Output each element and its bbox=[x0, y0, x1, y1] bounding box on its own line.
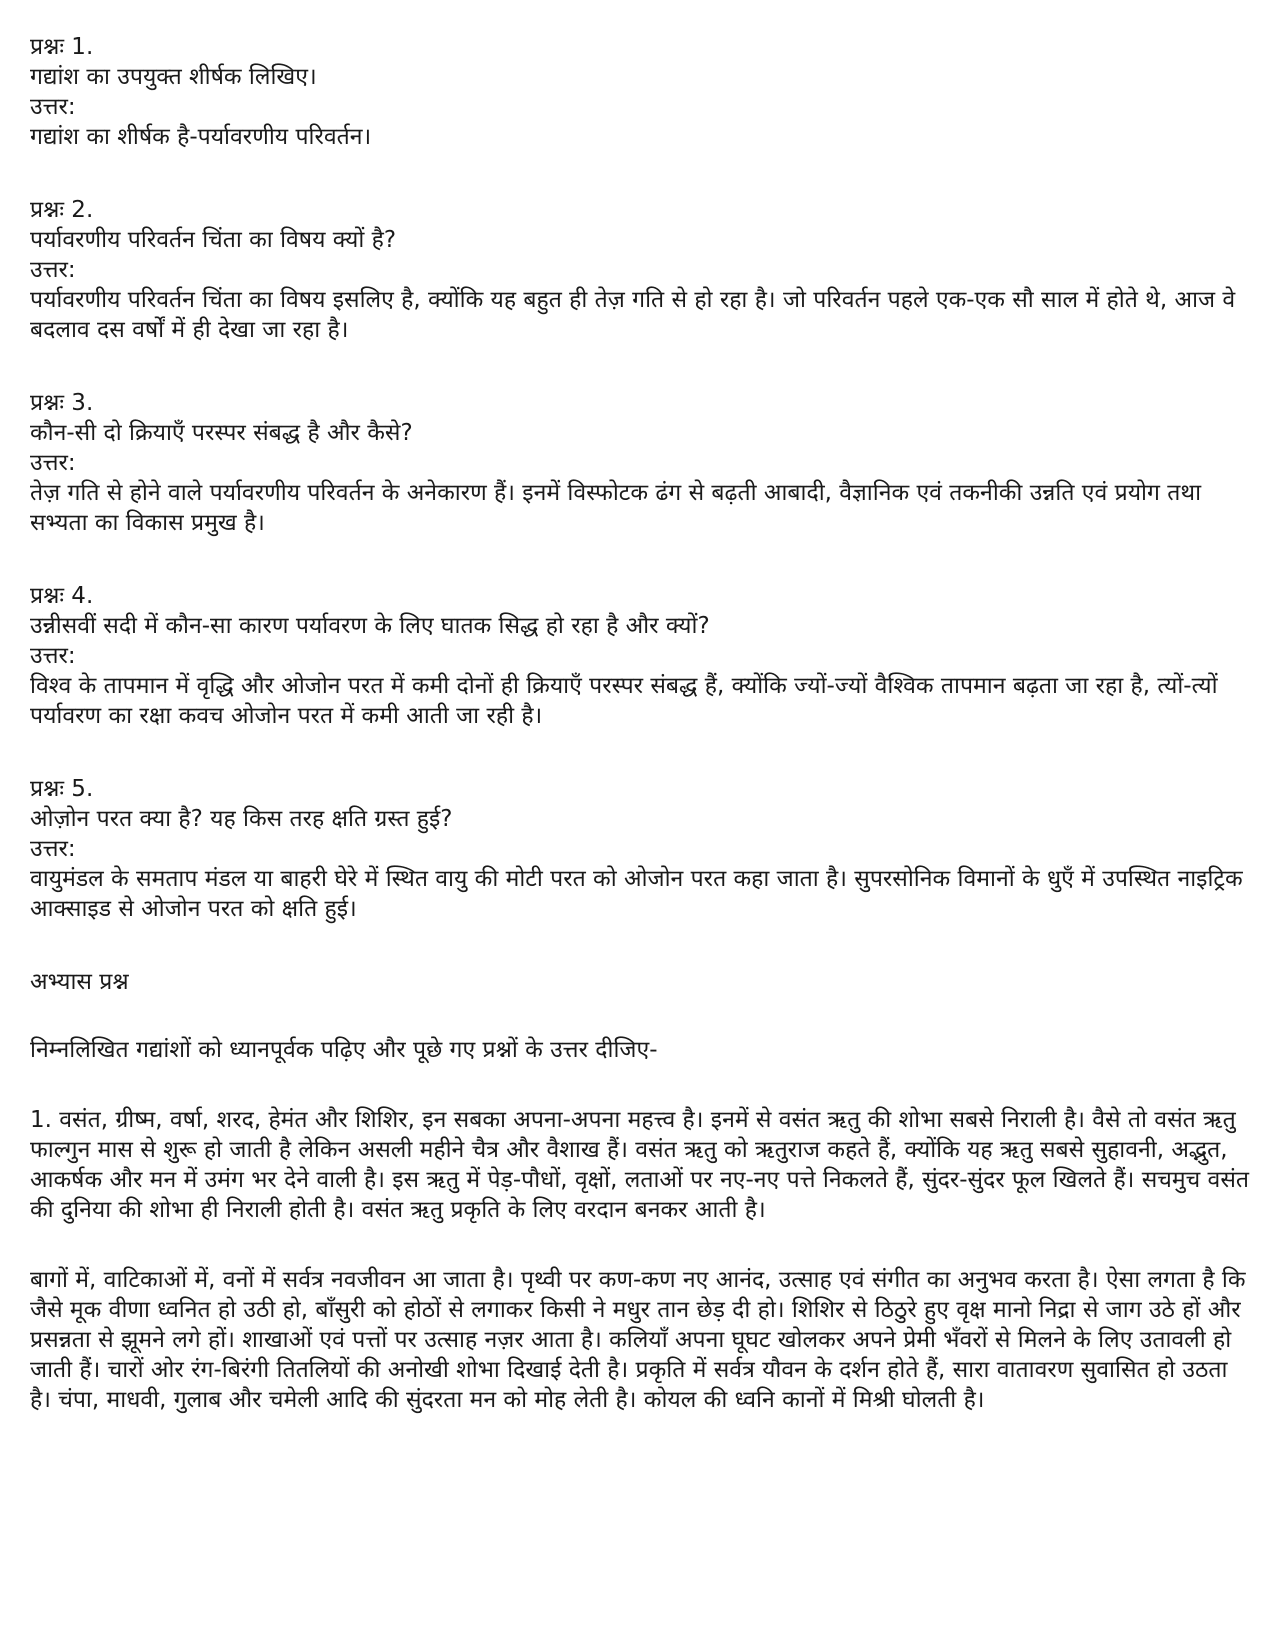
question-block-1 bbox=[30, 32, 1252, 152]
document-page bbox=[30, 32, 1252, 1455]
question-block-3 bbox=[30, 388, 1252, 538]
answer-text: गद्यांश का शीर्षक है-पर्यावरणीय परिवर्तन। bbox=[30, 124, 372, 150]
answer-label: उत्तर: bbox=[30, 643, 76, 669]
question-number: प्रश्नः 1. bbox=[30, 34, 94, 60]
answer-text: विश्व के तापमान में वृद्धि और ओजोन परत में कमी दोनों ही क्रियाएँ परस्पर संबद्ध हैं, क्योंकि ज्यों-ज्यों वैश्विक तापमान बढ़ता जा रहा है, त्यों-त्यों पर्यावरण का रक्षा कवच ओजोन परत में कमी आती जा रही है। bbox=[30, 673, 1218, 729]
question-block-2 bbox=[30, 195, 1252, 345]
answer-label: उत्तर: bbox=[30, 836, 76, 862]
question-text: पर्यावरणीय परिवर्तन चिंता का विषय क्यों है? bbox=[30, 227, 397, 253]
question-number: प्रश्नः 4. bbox=[30, 583, 94, 609]
answer-label: उत्तर: bbox=[30, 257, 76, 283]
instruction-text: निम्नलिखित गद्यांशों को ध्यानपूर्वक पढ़िए और पूछे गए प्रश्नों के उत्तर दीजिए- bbox=[30, 1037, 658, 1063]
question-text: उन्नीसवीं सदी में कौन-सा कारण पर्यावरण के लिए घातक सिद्ध हो रहा है और क्यों? bbox=[30, 613, 710, 639]
passage-1: 1. वसंत, ग्रीष्म, वर्षा, शरद, हेमंत और शिशिर, इन सबका अपना-अपना महत्त्व है। इनमें से वसंत ऋतु की शोभा सबसे निराली है। वैसे तो वसंत ऋतु फाल्गुन मास से शुरू हो जाती है लेकिन असली महीने चैत्र और वैशाख हैं। वसंत ऋतु को ऋतुराज कहते हैं, क्योंकि यह ऋतु सबसे सुहावनी, अद्भुत, आकर्षक और मन में उमंग भर देने वाली है। इस ऋतु में पेड़-पौधों, वृक्षों, लताओं पर नए-नए पत्ते निकलते हैं, सुंदर-सुंदर फूल खिलते हैं। सचमुच वसंत की दुनिया की शोभा ही निराली होती है। वसंत ऋतु प्रकृति के लिए वरदान बनकर आती है। bbox=[30, 1107, 1249, 1223]
answer-text: पर्यावरणीय परिवर्तन चिंता का विषय इसलिए है, क्योंकि यह बहुत ही तेज़ गति से हो रहा है। जो परिवर्तन पहले एक-एक सौ साल में होते थे, आज वे बदलाव दस वर्षों में ही देखा जा रहा है। bbox=[30, 287, 1236, 343]
question-text: कौन-सी दो क्रियाएँ परस्पर संबद्ध है और कैसे? bbox=[30, 420, 413, 446]
passage-2: बागों में, वाटिकाओं में, वनों में सर्वत्र नवजीवन आ जाता है। पृथ्वी पर कण-कण नए आनंद, उत्साह एवं संगीत का अनुभव करता है। ऐसा लगता है कि जैसे मूक वीणा ध्वनित हो उठी हो, बाँसुरी को होठों से लगाकर किसी ने मधुर तान छेड़ दी हो। शिशिर से ठिठुरे हुए वृक्ष मानो निद्रा से जाग उठे हों और प्रसन्नता से झूमने लगे हों। शाखाओं एवं पत्तों पर उत्साह नज़र आता है। कलियाँ अपना घूघट खोलकर अपने प्रेमी भँवरों से मिलने के लिए उतावली हो जाती हैं। चारों ओर रंग-बिरंगी तितलियों की अनोखी शोभा दिखाई देती है। प्रकृति में सर्वत्र यौवन के दर्शन होते हैं, सारा वातावरण सुवासित हो उठता है। चंपा, माधवी, गुलाब और चमेली आदि की सुंदरता मन को मोह लेती है। कोयल की ध्वनि कानों में मिश्री घोलती है। bbox=[30, 1267, 1246, 1413]
answer-text: तेज़ गति से होने वाले पर्यावरणीय परिवर्तन के अनेकारण हैं। इनमें विस्फोटक ढंग से बढ़ती आबादी, वैज्ञानिक एवं तकनीकी उन्नति एवं प्रयोग तथा सभ्यता का विकास प्रमुख है। bbox=[30, 480, 1202, 536]
question-number: प्रश्नः 3. bbox=[30, 390, 94, 416]
answer-text: वायुमंडल के समताप मंडल या बाहरी घेरे में स्थित वायु की मोटी परत को ओजोन परत कहा जाता है। सुपरसोनिक विमानों के धुएँ में उपस्थित नाइट्रिक आक्साइड से ओजोन परत को क्षति हुई। bbox=[30, 866, 1243, 922]
question-text: गद्यांश का उपयुक्त शीर्षक लिखिए। bbox=[30, 64, 317, 90]
answer-label: उत्तर: bbox=[30, 94, 76, 120]
question-block-4 bbox=[30, 581, 1252, 731]
question-block-5 bbox=[30, 774, 1252, 924]
practice-heading: अभ्यास प्रश्न bbox=[30, 969, 129, 995]
question-number: प्रश्नः 2. bbox=[30, 197, 94, 223]
question-text: ओज़ोन परत क्या है? यह किस तरह क्षति ग्रस्त हुई? bbox=[30, 806, 453, 832]
answer-label: उत्तर: bbox=[30, 450, 76, 476]
question-number: प्रश्नः 5. bbox=[30, 776, 94, 802]
